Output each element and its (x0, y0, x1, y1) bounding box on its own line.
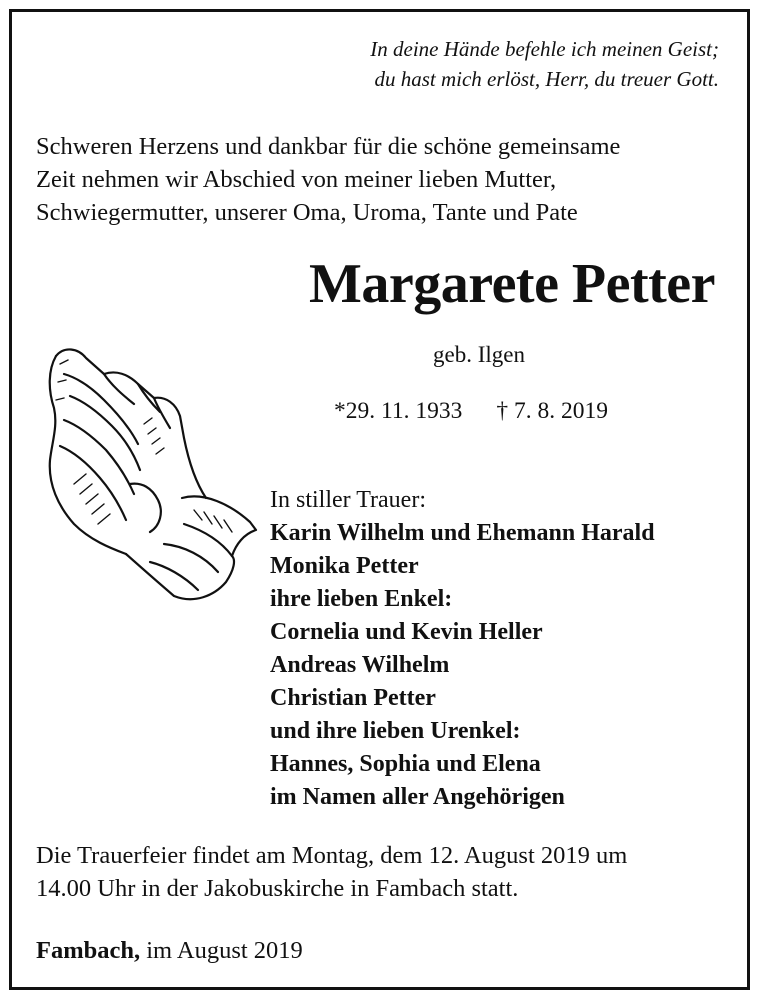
maiden-name: geb. Ilgen (433, 342, 525, 367)
mourner-line: und ihre lieben Urenkel: (270, 718, 521, 744)
intro-line-2: Zeit nehmen wir Abschied von meiner lieben Mutter, (36, 166, 557, 193)
mourner-line: Cornelia und Kevin Heller (270, 619, 543, 645)
intro-text (36, 130, 620, 229)
praying-hands-icon (34, 334, 262, 614)
mourner-line: im Namen aller Angehörigen (270, 784, 565, 810)
closing-place: Fambach, (36, 937, 141, 964)
mourners-list (270, 484, 655, 814)
mourner-line: Monika Petter (270, 553, 419, 579)
mourner-line: ihre lieben Enkel: (270, 586, 453, 612)
verse-line-2: du hast mich erlöst, Herr, du treuer Gott. (374, 67, 719, 91)
funeral-line-1: Die Trauerfeier findet am Montag, dem 12. August 2019 um (36, 842, 628, 869)
closing-line (36, 937, 303, 965)
bible-verse (370, 34, 719, 94)
mourner-line: Andreas Wilhelm (270, 652, 450, 678)
closing-date: im August 2019 (146, 937, 303, 964)
funeral-info (36, 839, 627, 905)
mourner-line: Karin Wilhelm und Ehemann Harald (270, 520, 655, 546)
intro-line-1: Schweren Herzens und dankbar für die schöne gemeinsame (36, 133, 621, 160)
intro-line-3: Schwiegermutter, unserer Oma, Uroma, Tante und Pate (36, 199, 578, 226)
funeral-line-2: 14.00 Uhr in der Jakobuskirche in Fambach statt. (36, 875, 519, 902)
mourner-line: Hannes, Sophia und Elena (270, 751, 541, 777)
deceased-name: Margarete Petter (309, 253, 715, 315)
mourner-line: Christian Petter (270, 685, 436, 711)
birth-date: *29. 11. 1933 (334, 398, 463, 424)
mourners-heading: In stiller Trauer: (270, 487, 426, 513)
obituary-notice (9, 9, 750, 990)
death-date: † 7. 8. 2019 (496, 398, 609, 424)
verse-line-1: In deine Hände befehle ich meinen Geist; (370, 37, 719, 61)
life-dates (334, 398, 608, 425)
